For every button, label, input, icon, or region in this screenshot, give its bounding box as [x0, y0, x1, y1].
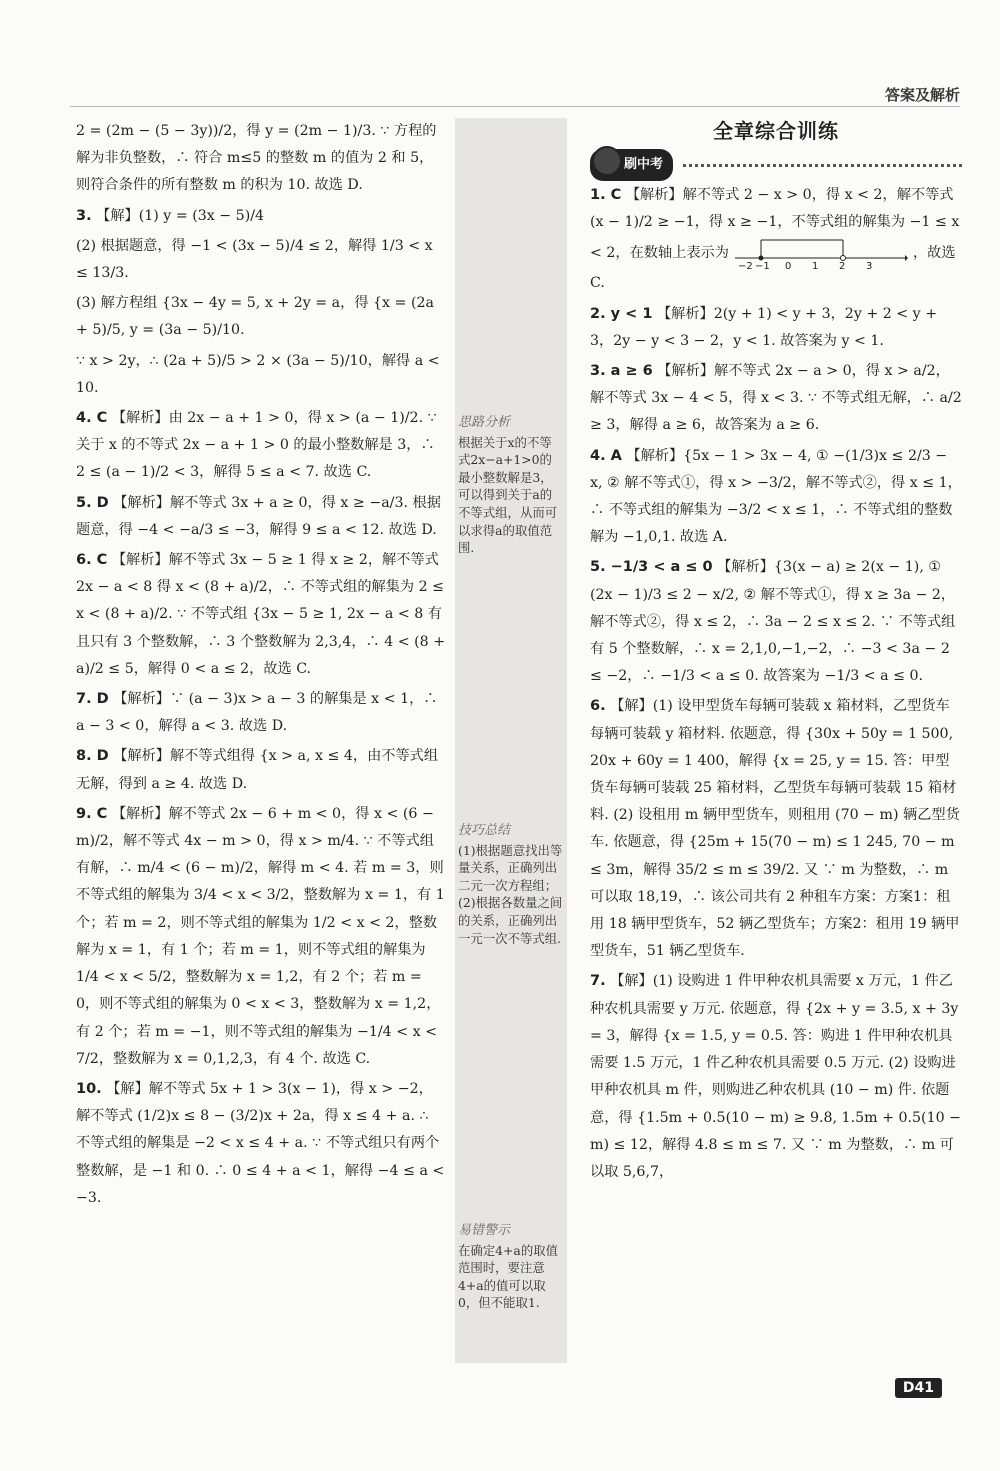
sidebar-note-title: 易错警示: [458, 1223, 511, 1238]
answer-item: 10. 【解】解不等式 5x + 1 > 3(x − 1)，得 x > −2，解不等式 (1/2)x ≤ 8 − (3/2)x + 2a，得 x ≤ 4 + a. ∴ 不等式组的解集是 −2 < x ≤ 4 + a. ∵ 不等式组只有两个整数解，是 −1 和 0. ∴ 0 ≤ 4 + a < 1，解得 −4 ≤ a < −3.: [76, 1080, 445, 1206]
book-icon: [592, 146, 622, 176]
answer-item: 2 = (2m − (5 − 3y))/2，得 y = (2m − 1)/3. ∵ 方程的解为非负整数，∴ 符合 m≤5 的整数 m 的值为 2 和 5，则符合条件的所有整数 m 的积为 10. 故选 D.: [76, 123, 437, 194]
answer-item: 7. 【解】(1) 设购进 1 件甲种农机具需要 x 万元，1 件乙种农机具需要 y 万元. 依题意，得 {2x + y = 3.5, x + 3y = 3，解得 {x = 1.5, y = 0.5. 答：购进 1 件甲种农机具需要 1.5 万元，1 件乙种农机具需要 0.5 万元. (2) 设购进甲种农机具 m 件，则购进乙种农机具 (10 − m) 件. 依题意，得 {1.5m + 0.5(10 − m) ≥ 9.8, 1.5m + 0.5(10 − m) ≤ 12，解得 4.8 ≤ m ≤ 7. 又 ∵ m 为整数，∴ m 可以取 5,6,7，: [590, 973, 962, 1180]
answer-item: 7. D 【解析】∵ (a − 3)x > a − 3 的解集是 x < 1，∴ a − 3 < 0，解得 a < 3. 故选 D.: [76, 691, 438, 735]
sidebar-note-text: 在确定4+a的取值范围时，要注意4+a的值可以取0，但不能取1.: [458, 1242, 558, 1311]
tick-label: 2: [839, 261, 846, 271]
badge-row: [590, 152, 962, 178]
right-column: [590, 116, 962, 1189]
page-number: D41: [895, 1378, 942, 1398]
sidebar-note-2: [458, 822, 564, 947]
header-label: 答案及解析: [884, 86, 960, 104]
answer-item: (2) 根据题意，得 −1 < (3x − 5)/4 ≤ 2，解得 1/3 < x ≤ 13/3.: [76, 237, 433, 282]
sidebar-note-text: (1)根据题意找出等量关系，正确列出二元一次方程组；(2)根据各数量之间的关系，正确列出一元一次不等式组.: [458, 842, 563, 946]
number-line: [733, 236, 908, 270]
tick-label: 1: [812, 261, 819, 271]
sidebar-note-title: 思路分析: [458, 415, 511, 430]
sidebar-note-3: [458, 1222, 564, 1312]
tick-label: 3: [866, 261, 873, 271]
answer-item: ∵ x > 2y，∴ (2a + 5)/5 > 2 × (3a − 5)/10，解得 a < 10.: [76, 352, 440, 396]
answer-item: (3) 解方程组 {3x − 4y = 5, x + 2y = a，得 {x = (2a + 5)/5, y = (3a − 5)/10.: [76, 295, 434, 339]
left-column: [76, 118, 446, 1215]
section-title: 全章综合训练: [713, 119, 839, 143]
sidebar-note-text: 根据关于x的不等式2x−a+1>0的最小整数解是3，可以得到关于a的不等式组，从而可以求得a的取值范围.: [458, 434, 558, 556]
answer-item: 6. 【解】(1) 设甲型货车每辆可装载 x 箱材料，乙型货车每辆可装载 y 箱材料. 依题意，得 {30x + 50y = 1 500, 20x + 60y = 1 400，解得 {x = 25, y = 15. 答：甲型货车每辆可装载 25 箱材料，乙型货车每辆可装载 15 箱材料. (2) 设租用 m 辆甲型货车，则租用 (70 − m) 辆乙型货车. 依题意，得 {25m + 15(70 − m) ≤ 1 245, 70 − m ≤ 3m，解得 35/2 ≤ m ≤ 39/2. 又 ∵ m 为整数，∴ m 可以取 18,19，∴ 该公司共有 2 种租车方案：方案1：租用 18 辆甲型货车，52 辆乙型货车；方案2：租用 19 辆甲型货车，51 辆乙型货车.: [590, 698, 960, 960]
sidebar-note-1: [458, 414, 564, 557]
tick-label: −2: [738, 261, 754, 271]
answer-item: 5. −1/3 < a ≤ 0 【解析】{3(x − a) ≥ 2(x − 1), ① (2x − 1)/3 ≤ 2 − x/2, ② 解不等式①，得 x ≥ 3a − 2，解不等式②，得 x ≤ 2，∴ 3a − 2 ≤ x ≤ 2. ∵ 不等式组有 5 个整数解，∴ x = 2,1,0,−1,−2，∴ −3 < 3a − 2 ≤ −2，∴ −1/3 < a ≤ 0. 故答案为 −1/3 < a ≤ 0.: [590, 559, 956, 685]
sidebar-panel: [455, 118, 567, 1363]
answer-item: 8. D 【解析】解不等式组得 {x > a, x ≤ 4，由不等式组无解，得到 a ≥ 4. 故选 D.: [76, 748, 439, 792]
answer-item: 4. C 【解析】由 2x − a + 1 > 0，得 x > (a − 1)/2. ∵ 关于 x 的不等式 2x − a + 1 > 0 的最小整数解是 3，∴ 2 ≤ (a − 1)/2 < 3，解得 5 ≤ a < 7. 故选 C.: [76, 410, 437, 481]
tick-label: −1: [755, 261, 771, 271]
header-rule: [70, 106, 960, 107]
tick-label: 0: [785, 261, 792, 271]
answer-item: 5. D 【解析】解不等式 3x + a ≥ 0，得 x ≥ −a/3. 根据题意，得 −4 < −a/3 ≤ −3，解得 9 ≤ a < 12. 故选 D.: [76, 494, 441, 538]
badge: 刷中考: [590, 149, 673, 180]
sidebar-note-title: 技巧总结: [458, 823, 511, 838]
dotted-divider: [683, 164, 962, 167]
answer-item: 9. C 【解析】解不等式 2x − 6 + m < 0，得 x < (6 − m)/2，解不等式 4x − m > 0，得 x > m/4. ∵ 不等式组有解，∴ m/4 < (6 − m)/2，解得 m < 4. 若 m = 3，则不等式组的解集为 3/4 < x < 3/2，整数解为 x = 1，有 1 个；若 m = 2，则不等式组的解集为 1/2 < x < 2，整数解为 x = 1，有 1 个；若 m = 1，则不等式组的解集为 1/4 < x < 5/2，整数解为 x = 1,2，有 2 个；若 m = 0，则不等式组的解集为 0 < x < 3，整数解为 x = 1,2，有 2 个；若 m = −1，则不等式组的解集为 −1/4 < x < 7/2，整数解为 x = 0,1,2,3，有 4 个. 故选 C.: [76, 805, 445, 1067]
answer-item: 4. A 【解析】{5x − 1 > 3x − 4, ① −(1/3)x ≤ 2/3 − x, ② 解不等式①，得 x > −3/2，解不等式②，得 x ≤ 1，∴ 不等式组的解集为 −3/2 < x ≤ 1，∴ 不等式组的整数解为 −1,0,1. 故选 A.: [590, 447, 962, 546]
answer-item: 3. a ≥ 6 【解析】解不等式 2x − a > 0，得 x > a/2，解不等式 3x − 4 < 5，得 x < 3. ∵ 不等式组无解，∴ a/2 ≥ 3，解得 a ≥ 6，故答案为 a ≥ 6.: [590, 363, 962, 434]
answer-item: 3. 【解】(1) y = (3x − 5)/4: [76, 207, 265, 224]
answer-item: 2. y < 1 【解析】2(y + 1) < y + 3，2y + 2 < y + 3，2y − y < 3 − 2，y < 1. 故答案为 y < 1.: [590, 305, 938, 349]
answer-item: 6. C 【解析】解不等式 3x − 5 ≥ 1 得 x ≥ 2，解不等式 2x − a < 8 得 x < (8 + a)/2，∴ 不等式组的解集为 2 ≤ x < (8 + a)/2. ∵ 不等式组 {3x − 5 ≥ 1, 2x − a < 8 有且只有 3 个整数解，∴ 3 个整数解为 2,3,4，∴ 4 < (8 + a)/2 ≤ 5，解得 0 < a ≤ 2，故选 C.: [76, 552, 446, 677]
answer-item: 1. C 【解析】解不等式 2 − x > 0，得 x < 2，解不等式 (x − 1)/2 ≥ −1，得 x ≥ −1，不等式组的解集为 −1 ≤ x < 2，在数轴上表示为 −2 −1 0 1 2 3 ，故选 C.: [590, 187, 960, 292]
